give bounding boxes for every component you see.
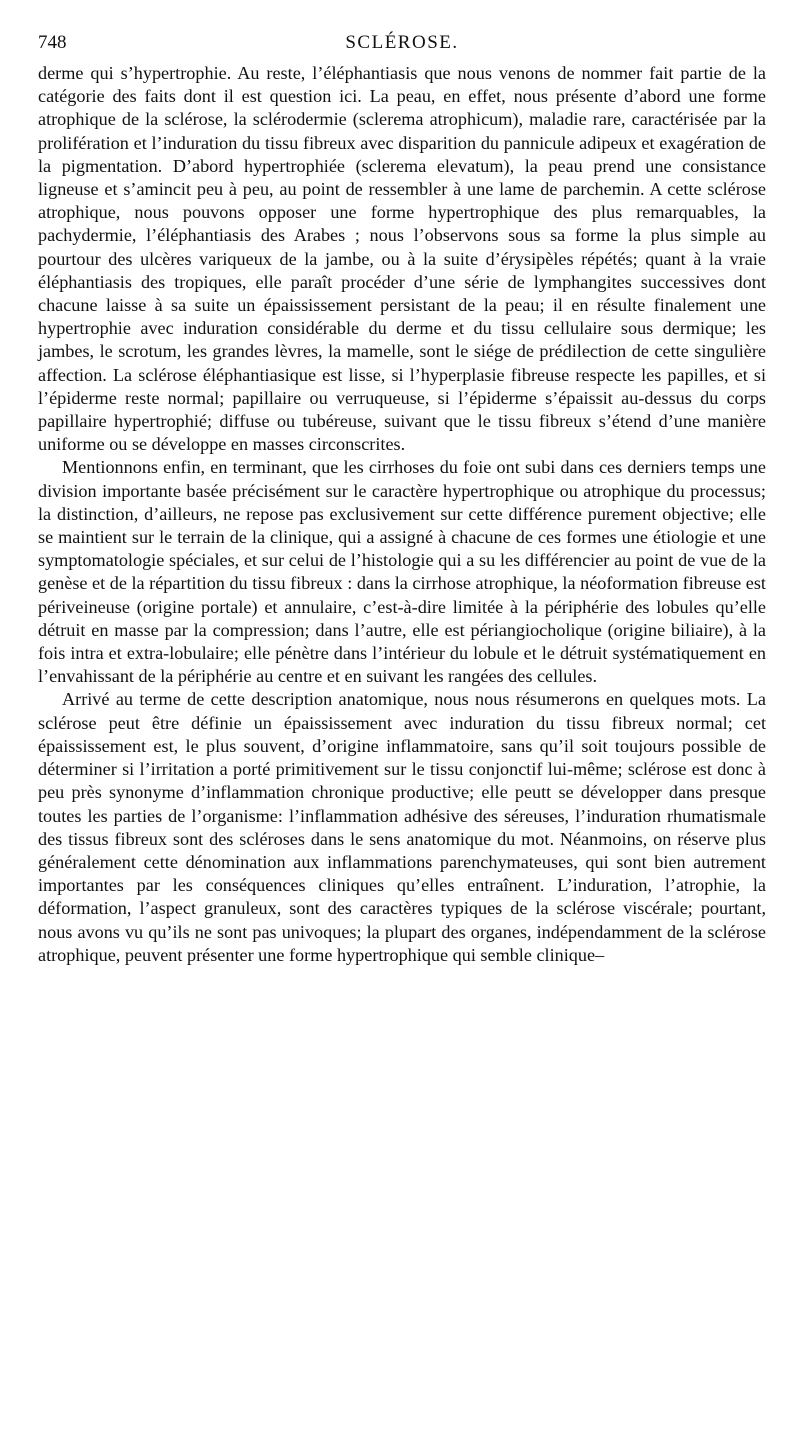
paragraph-cirrhoses: Mentionnons enfin, en terminant, que les cirrhoses du foie ont subi dans ces derniers temps une division importante basée précisément sur le caractère hypertrophique ou atrophique du processus; la distinction, d’ailleurs, ne repose pas exclusivement sur cette différence purement objective; elle se maintient sur le terrain de la clinique, qui a assigné à chacune de ces formes une étiologie et une symptomatologie spéciales, et sur celui de l’histologie qui a su les différencier au point de vue de la genèse et de la répartition du tissu fibreux : dans la cirrhose atrophique, la néoformation fibreuse est périveineuse (origine portale) et annulaire, c’est-à-dire limitée à la périphérie des lobules qu’elle détruit en masse par la compression; dans l’autre, elle est périangiocholique (origine biliaire), à la fois intra et extra-lobulaire; elle pénètre dans l’intérieur du lobule et le détruit systématiquement en l’envahissant de la périphérie au centre et en suivant les rangées des cellules. xyxy=(38,457,766,687)
paragraph-summary: Arrivé au terme de cette description anatomique, nous nous résumerons en quelques mots. La sclérose peut être définie un épaississement avec induration du tissu fibreux normal; cet épaississement est, le plus souvent, d’origine inflammatoire, sans qu’il soit toujours possible de déterminer si l’irritation a porté primitivement sur le tissu conjonctif lui-même; sclérose est donc à peu près synonyme d’inflammation chronique productive; elle peutt se développer dans presque toutes les parties de l’organisme: l’inflammation adhésive des séreuses, l’induration rhumatismale des tissus fibreux sont des scléroses dans le sens anatomique du mot. Néanmoins, on réserve plus généralement cette dénomination aux inflammations parenchymateuses, qui sont bien autrement importantes par les conséquences cliniques qu’elles entraînent. L’induration, l’atrophie, la déformation, l’aspect granuleux, sont des caractères typiques de la sclérose viscérale; pourtant, nous avons vu qu’ils ne sont pas univoques; la plupart des organes, indépendamment de la sclérose atrophique, peuvent présenter une forme hypertrophique qui semble clinique– xyxy=(38,689,766,965)
page-header xyxy=(38,32,766,62)
running-title: SCLÉROSE. xyxy=(345,32,459,53)
paragraph-continuation: derme qui s’hypertrophie. Au reste, l’éléphantiasis que nous venons de nommer fait partie de la catégorie des faits dont il est question ici. La peau, en effet, nous présente d’abord une forme atrophique de la sclérose, la sclérodermie (sclerema atrophicum), maladie rare, caractérisée par la prolifération et l’induration du tissu fibreux avec disparition du pannicule adipeux et exagération de la pigmentation. D’abord hypertrophiée (sclerema elevatum), la peau prend une consistance ligneuse et s’amincit peu à peu, au point de ressembler à une lame de parchemin. A cette sclérose atrophique, nous pouvons opposer une forme hypertrophique des plus remarquables, la pachydermie, l’éléphantiasis des Arabes ; nous l’observons sous sa forme la plus simple au pourtour des ulcères variqueux de la jambe, ou à la suite d’érysipèles répétés; quant à la vraie éléphantiasis des tropiques, elle paraît procéder d’une série de lymphangites successives dont chacune laisse à sa suite un épaississement persistant de la peau; il en résulte finalement une hypertrophie avec induration considérable du derme et du tissu cellulaire sous dermique; les jambes, le scrotum, les grandes lèvres, la mamelle, sont le siége de prédilection de cette singulière affection. La sclérose éléphantiasique est lisse, si l’hyperplasie fibreuse respecte les papilles, et si l’épiderme reste normal; papillaire ou verruqueuse, si l’épiderme s’épaissit au-dessus du corps papillaire hypertrophié; diffuse ou tubéreuse, suivant que le tissu fibreux s’étend d’une manière uniforme ou se développe en masses circonscrites. xyxy=(38,63,766,455)
book-page xyxy=(38,32,766,967)
page-number: 748 xyxy=(38,32,67,53)
body-text xyxy=(38,62,766,967)
